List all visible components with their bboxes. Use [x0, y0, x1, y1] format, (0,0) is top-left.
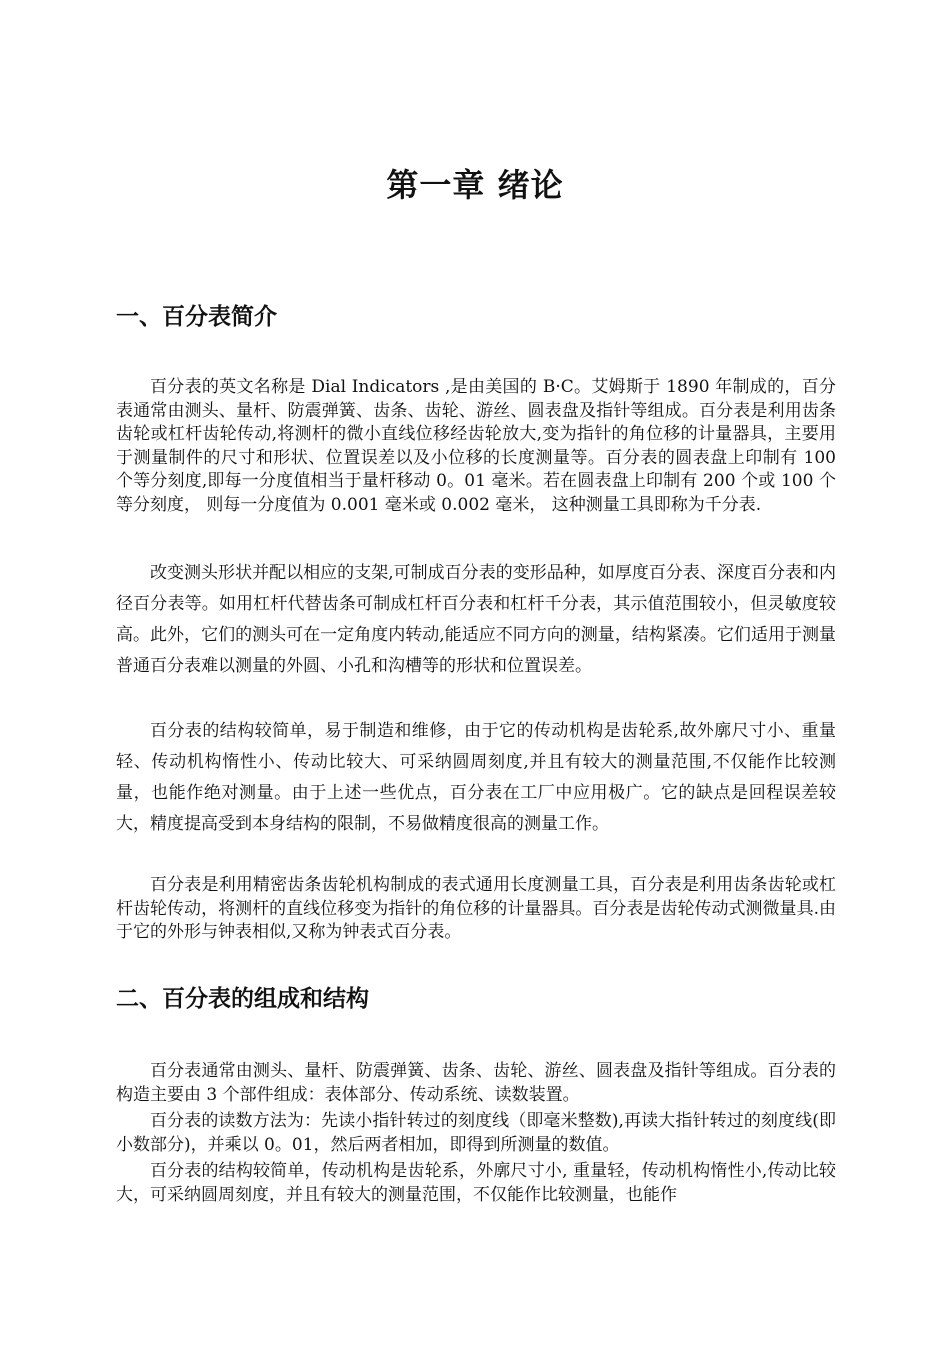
- paragraph: 百分表的英文名称是 Dial Indicators ,是由美国的 B·C。艾姆斯于 1890 年制成的，百分表通常由测头、量杆、防震弹簧、齿条、齿轮、游丝、圆表盘及指针等组成。百分表是利用齿条齿轮或杠杆齿轮传动,将测杆的微小直线位移经齿轮放大,变为指针的角位移的计量器具，主要用于测量制件的尺寸和形状、位置误差以及小位移的长度测量等。百分表的圆表盘上印制有 100 个等分刻度,即每一分度值相当于量杆移动 0。01 毫米。若在圆表盘上印制有 200 个或 100 个等分刻度， 则每一分度值为 0.001 毫米或 0.002 毫米， 这种测量工具即称为千分表.: [116, 377, 836, 515]
- paragraph: 百分表的结构较简单，传动机构是齿轮系，外廓尺寸小, 重量轻，传动机构惰性小,传动比较大，可采纳圆周刻度，并且有较大的测量范围，不仅能作比较测量，也能作: [116, 1161, 836, 1205]
- paragraph: 百分表是利用精密齿条齿轮机构制成的表式通用长度测量工具，百分表是利用齿条齿轮或杠杆齿轮传动，将测杆的直线位移变为指针的角位移的计量器具。百分表是齿轮传动式测微量具.由于它的外形与钟表相似,又称为钟表式百分表。: [116, 875, 836, 942]
- section-heading-intro: 一、百分表简介: [116, 304, 277, 330]
- paragraph: 百分表的结构较简单，易于制造和维修，由于它的传动机构是齿轮系,故外廓尺寸小、重量轻、传动机构惰性小、传动比较大、可采纳圆周刻度,并且有较大的测量范围,不仅能作比较测量，也能作绝对测量。由于上述一些优点，百分表在工厂中应用极广。它的缺点是回程误差较大，精度提高受到本身结构的限制，不易做精度很高的测量工作。: [116, 721, 836, 834]
- paragraph: 百分表的读数方法为：先读小指针转过的刻度线（即毫米整数),再读大指针转过的刻度线(即小数部分)，并乘以 0。01，然后两者相加，即得到所测量的数值。: [116, 1111, 836, 1155]
- paragraph: 改变测头形状并配以相应的支架,可制成百分表的变形品种，如厚度百分表、深度百分表和内径百分表等。如用杠杆代替齿条可制成杠杆百分表和杠杆千分表，其示值范围较小，但灵敏度较高。此外，它们的测头可在一定角度内转动,能适应不同方向的测量，结构紧凑。它们适用于测量普通百分表难以测量的外圆、小孔和沟槽等的形状和位置误差。: [116, 563, 836, 676]
- section-heading-structure: 二、百分表的组成和结构: [116, 986, 369, 1012]
- paragraph: 百分表通常由测头、量杆、防震弹簧、齿条、齿轮、游丝、圆表盘及指针等组成。百分表的构造主要由 3 个部件组成：表体部分、传动系统、读数装置。: [116, 1061, 836, 1105]
- chapter-title: 第一章 绪论: [386, 166, 564, 204]
